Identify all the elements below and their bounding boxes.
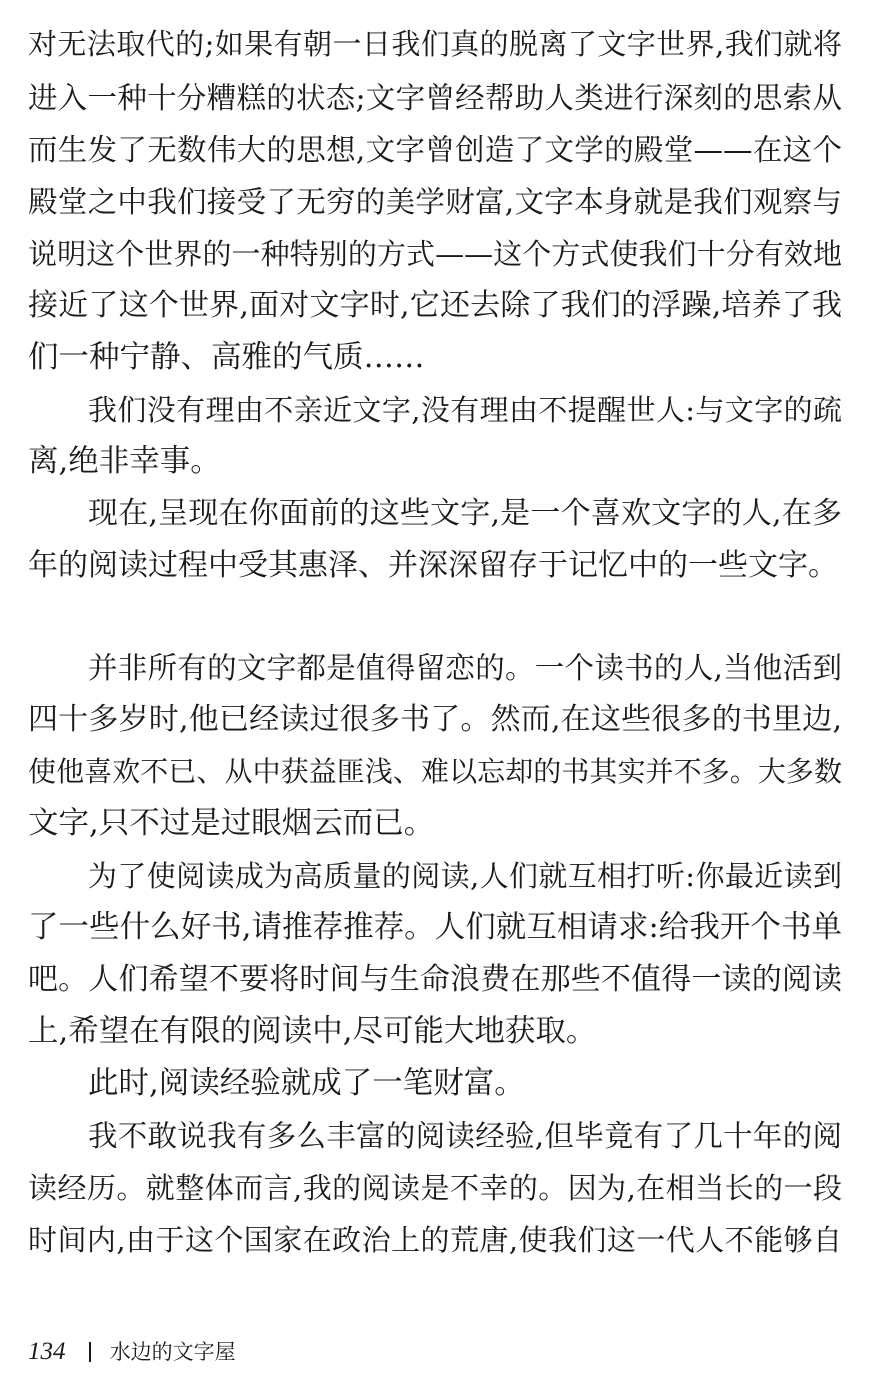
text-line: 现在,呈现在你面前的这些文字,是一个喜欢文字的人,在多 xyxy=(88,496,842,531)
text-line: 时间内,由于这个国家在政治上的荒唐,使我们这一代人不能够自 xyxy=(28,1223,842,1257)
text-line: 我们没有理由不亲近文字,没有理由不提醒世人:与文字的疏 xyxy=(88,393,842,427)
running-book-title: 水边的文字屋 xyxy=(109,1339,236,1364)
text-line: 此时,阅读经验就成了一笔财富。 xyxy=(88,1066,525,1101)
text-line: 说明这个世界的一种特别的方式——这个方式使我们十分有效地 xyxy=(28,237,842,271)
page-footer xyxy=(28,1333,236,1369)
text-line: 使他喜欢不已、从中获益匪浅、难以忘却的书其实并不多。大多数 xyxy=(28,755,842,788)
text-line: 读经历。就整体而言,我的阅读是不幸的。因为,在相当长的一段 xyxy=(28,1171,842,1205)
text-line: 我不敢说我有多么丰富的阅读经验,但毕竟有了几十年的阅 xyxy=(88,1119,842,1153)
text-line: 进入一种十分糟糕的状态;文字曾经帮助人类进行深刻的思索从 xyxy=(28,81,842,115)
text-line: 为了使阅读成为高质量的阅读,人们就互相打听:你最近读到 xyxy=(88,859,842,893)
text-line: 四十多岁时,他已经读过很多书了。然而,在这些很多的书里边, xyxy=(28,702,842,737)
text-line: 年的阅读过程中受其惠泽、并深深留存于记忆中的一些文字。 xyxy=(28,548,838,583)
text-line: 们一种宁静、高雅的气质…… xyxy=(28,340,425,375)
page-number: 134 xyxy=(28,1337,66,1365)
text-line: 上,希望在有限的阅读中,尽可能大地获取。 xyxy=(28,1014,597,1049)
text-line: 接近了这个世界,面对文字时,它还去除了我们的浮躁,培养了我 xyxy=(28,288,842,323)
text-line: 对无法取代的;如果有朝一日我们真的脱离了文字世界,我们就将 xyxy=(28,27,842,61)
text-line: 吧。人们希望不要将时间与生命浪费在那些不值得一读的阅读 xyxy=(28,962,842,997)
text-line: 殿堂之中我们接受了无穷的美学财富,文字本身就是我们观察与 xyxy=(28,185,842,219)
text-line: 了一些什么好书,请推荐推荐。人们就互相请求:给我开个书单 xyxy=(28,910,842,945)
text-line: 离,绝非幸事。 xyxy=(28,444,221,479)
footer-divider xyxy=(89,1342,91,1362)
text-line: 而生发了无数伟大的思想,文字曾创造了文学的殿堂——在这个 xyxy=(28,133,842,167)
text-line: 文字,只不过是过眼烟云而已。 xyxy=(28,806,435,841)
text-line: 并非所有的文字都是值得留恋的。一个读书的人,当他活到 xyxy=(88,651,842,685)
